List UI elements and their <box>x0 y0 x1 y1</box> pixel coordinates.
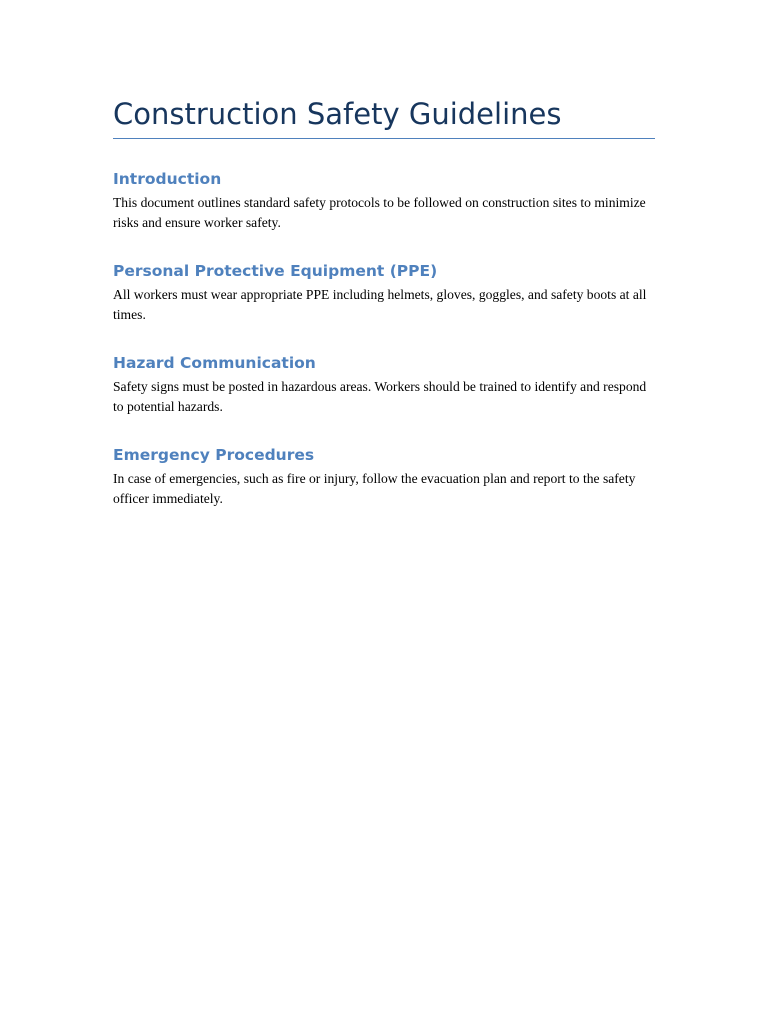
section-emergency-procedures <box>113 445 655 508</box>
document-title: Construction Safety Guidelines <box>113 97 562 131</box>
title-underline-rule <box>113 138 655 139</box>
section-heading-emergency-procedures: Emergency Procedures <box>113 446 315 464</box>
section-heading-ppe: Personal Protective Equipment (PPE) <box>113 262 438 280</box>
section-introduction <box>113 169 655 232</box>
section-body-ppe: All workers must wear appropriate PPE including helmets, gloves, goggles, and safety boots at all times. <box>113 287 647 322</box>
section-ppe <box>113 261 655 324</box>
section-body-emergency-procedures: In case of emergencies, such as fire or injury, follow the evacuation plan and report to the safety officer immediately. <box>113 471 636 506</box>
document-content <box>113 94 655 537</box>
section-hazard-communication <box>113 353 655 416</box>
section-body-introduction: This document outlines standard safety protocols to be followed on construction sites to minimize risks and ensure worker safety. <box>113 195 646 230</box>
section-body-hazard-communication: Safety signs must be posted in hazardous areas. Workers should be trained to identify and respond to potential hazards. <box>113 379 647 414</box>
section-heading-introduction: Introduction <box>113 170 222 188</box>
section-heading-hazard-communication: Hazard Communication <box>113 354 316 372</box>
